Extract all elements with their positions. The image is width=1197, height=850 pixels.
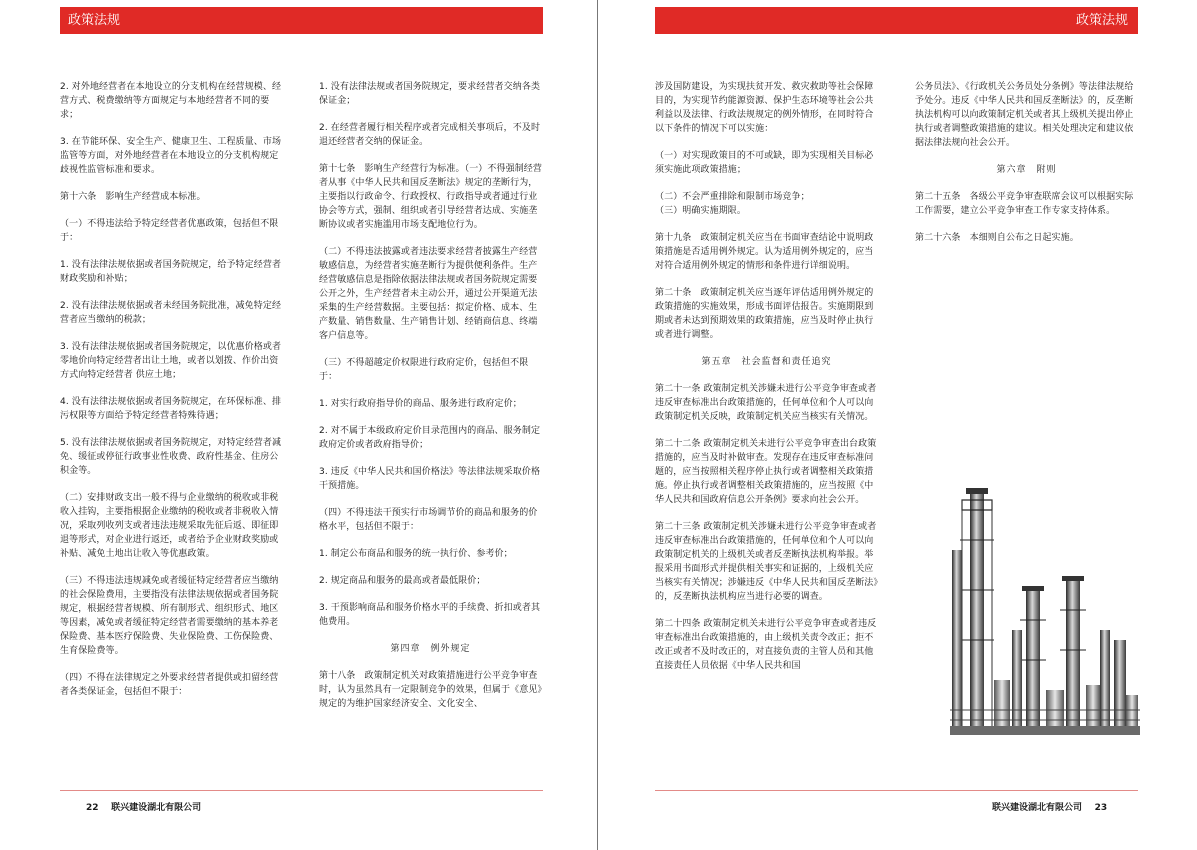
- paragraph: 3. 违反《中华人民共和国价格法》等法律法规采取价格干预措施。: [319, 467, 541, 491]
- paragraph: 2. 没有法律法规依据或者未经国务院批准，减免特定经营者应当缴纳的税款；: [60, 301, 282, 325]
- paragraph: 第二十四条 政策制定机关未进行公平竞争审查或者违反审查标准出台政策措施的，由上级机关责令改正；拒不改正或者不及时改正的，对直接负责的主管人员和其他直接责任人员依据《中华人民共和国: [655, 619, 877, 671]
- paragraph: 3. 干预影响商品和服务价格水平的手续费、折扣或者其他费用。: [319, 603, 541, 627]
- paragraph: 第二十六条 本细则自公布之日起实施。: [915, 233, 1079, 243]
- paragraph: 1. 对实行政府指导价的商品、服务进行政府定价；: [319, 399, 522, 409]
- text-column-3: [655, 80, 878, 686]
- paragraph: 第十七条 影响生产经营行为标准。（一）不得强制经营者从事《中华人民共和国反垄断法》规定的垄断行为，主要指以行政命令、行政授权、行政指导或者通过行业协会等方式，强制、组织或者引导经营者达成、实施垄断协议或者实施滥用市场支配地位行为。: [319, 164, 543, 230]
- paragraph: 第二十三条 政策制定机关涉嫌未进行公平竞争审查或者违反审查标准出台政策措施的，任何单位和个人可以向政策制定机关的上级机关或者反垄断执法机构举报。举报采用书面形式并提供相关事实和证据的，上级机关应当核实有关情况；涉嫌违反《中华人民共和国反垄断法》的，反垄断执法机构应当进行必要的调查。: [655, 522, 879, 602]
- paragraph: 2. 规定商品和服务的最高或者最低限价；: [319, 576, 486, 586]
- header-title-left: 政策法规: [68, 13, 121, 28]
- footer-rule-right: [655, 790, 1138, 791]
- refinery-illustration: [950, 480, 1140, 735]
- paragraph: 第十八条 政策制定机关对政策措施进行公平竞争审查时，认为虽然具有一定限制竞争的效果，但属于《意见》规定的为维护国家经济安全、文化安全、: [319, 671, 543, 709]
- paragraph: 5. 没有法律法规依据或者国务院规定，对特定经营者减免、缓征或停征行政事业性收费、政府性基金、住房公积金等。: [60, 438, 282, 476]
- paragraph: 第十六条 影响生产经营成本标准。: [60, 192, 206, 202]
- paragraph: （三）不得超越定价权限进行政府定价，包括但不限于：: [319, 358, 529, 382]
- paragraph: 涉及国防建设，为实现扶贫开发、救灾救助等社会保障目的，为实现节约能源资源、保护生态环境等社会公共利益以及法律、行政法规规定的例外情形，在同时符合以下条件的情况下可以实施：: [655, 82, 874, 134]
- text-column-1: [60, 80, 283, 712]
- text-column-2: [319, 80, 542, 724]
- chapter-heading: 第五章 社会监督和责任追究: [701, 357, 832, 367]
- paragraph: （二）不得违法披露或者违法要求经营者披露生产经营敏感信息，为经营者实施垄断行为提供便利条件。生产经营敏感信息是指除依据法律法规或者国务院规定需要公开之外，生产经营者未主动公开，通过公开渠道无法采集的生产经营数据。主要包括：拟定价格、成本、生产数量、销售数量、生产销售计划、经销商信息、终端客户信息等。: [319, 247, 538, 341]
- company-name-left: 联兴建设湖北有限公司: [111, 803, 202, 813]
- paragraph: 第十九条 政策制定机关应当在书面审查结论中说明政策措施是否适用例外规定。认为适用例外规定的，应当对符合适用例外规定的情形和条件进行详细说明。: [655, 233, 874, 271]
- paragraph: （二）安排财政支出一般不得与企业缴纳的税收或非税收入挂钩，主要指根据企业缴纳的税收或者非税收入情况，采取列收列支或者违法违规采取先征后返、即征即退等形式，对企业进行返还，或者给予企业财政奖励或补贴、减免土地出让收入等优惠政策。: [60, 493, 279, 559]
- paragraph: 1. 没有法律法规或者国务院规定，要求经营者交纳各类保证金；: [319, 82, 541, 106]
- paragraph: 第二十一条 政策制定机关涉嫌未进行公平竞争审查或者违反审查标准出台政策措施的，任何单位和个人可以向政策制定机关反映，政策制定机关应当核实有关情况。: [655, 384, 877, 422]
- footer-left: [86, 801, 201, 815]
- paragraph: 2. 对不属于本级政府定价目录范围内的商品、服务制定政府定价或者政府指导价；: [319, 426, 541, 450]
- header-band-right: [655, 7, 1138, 34]
- paragraph: 2. 在经营者履行相关程序或者完成相关事项后，不及时退还经营者交纳的保证金。: [319, 123, 541, 147]
- paragraph: 2. 对外地经营者在本地设立的分支机构在经营规模、经营方式、税费缴纳等方面规定与本地经营者不同的要求；: [60, 82, 282, 120]
- paragraph: 4. 没有法律法规依据或者国务院规定，在环保标准、排污权限等方面给予特定经营者特殊待遇；: [60, 397, 282, 421]
- chapter-heading: 第六章 附则: [996, 165, 1057, 175]
- paragraph: 3. 没有法律法规依据或者国务院规定，以优惠价格或者零地价向特定经营者出让土地，或者以划拨、作价出资方式向特定经营者 供应土地；: [60, 342, 282, 380]
- paragraph: 第二十条 政策制定机关应当逐年评估适用例外规定的政策措施的实施效果，形成书面评估报告。实施期限到期或者未达到预期效果的政策措施，应当及时停止执行或者进行调整。: [655, 288, 874, 340]
- page-number-left: 22: [86, 803, 99, 813]
- company-name-right: 联兴建设湖北有限公司: [992, 803, 1083, 813]
- paragraph: （四）不得违法干预实行市场调节价的商品和服务的价格水平，包括但不限于：: [319, 508, 538, 532]
- paragraph: 1. 制定公布商品和服务的统一执行价、参考价；: [319, 549, 513, 559]
- text-column-4: [915, 80, 1138, 258]
- paragraph: 第二十五条 各级公平竞争审查联席会议可以根据实际工作需要，建立公平竞争审查工作专家支持体系。: [915, 192, 1134, 216]
- paragraph: 第二十二条 政策制定机关未进行公平竞争审查出台政策措施的，应当及时补做审查。发现存在违反审查标准问题的，应当按照相关程序停止执行或者调整相关政策措施。停止执行或者调整相关政策措施的，应当按照《中华人民共和国政府信息公开条例》要求向社会公开。: [655, 439, 877, 505]
- footer-rule-left: [60, 790, 543, 791]
- paragraph: （一）不得违法给予特定经营者优惠政策，包括但不限于：: [60, 219, 279, 243]
- footer-right: [992, 801, 1107, 815]
- paragraph: 公务员法》、《行政机关公务员处分条例》等法律法规给予处分。违反《中华人民共和国反垄断法》的，反垄断执法机构可以向政策制定机关或者其上级机关提出停止执行或者调整政策措施的建议。相关处理决定和建议依据法律法规向社会公开。: [915, 82, 1134, 148]
- paragraph: （三）不得违法违规减免或者缓征特定经营者应当缴纳的社会保险费用，主要指没有法律法规依据或者国务院规定，根据经营者规模、所有制形式、组织形式、地区等因素，减免或者缓征特定经营者需要缴纳的基本养老保险费、基本医疗保险费、失业保险费、工伤保险费、生育保险费等。: [60, 576, 279, 656]
- paragraph: （四）不得在法律规定之外要求经营者提供或扣留经营者各类保证金，包括但不限于：: [60, 673, 279, 697]
- header-band-left: [60, 7, 543, 34]
- left-page: [0, 0, 598, 850]
- page-number-right: 23: [1094, 803, 1108, 813]
- paragraph: （一）对实现政策目的不可或缺，即为实现相关目标必须实施此项政策措施；: [655, 151, 874, 175]
- paragraph: （二）不会严重排除和限制市场竞争； （三）明确实施期限。: [655, 192, 810, 216]
- header-title-right: 政策法规: [1075, 13, 1128, 28]
- paragraph: 1. 没有法律法规依据或者国务院规定，给予特定经营者财政奖励和补贴；: [60, 260, 282, 284]
- paragraph: 3. 在节能环保、安全生产、健康卫生、工程质量、市场监管等方面，对外地经营者在本地设立的分支机构规定歧视性监管标准和要求。: [60, 137, 282, 175]
- chapter-heading: 第四章 例外规定: [390, 644, 471, 654]
